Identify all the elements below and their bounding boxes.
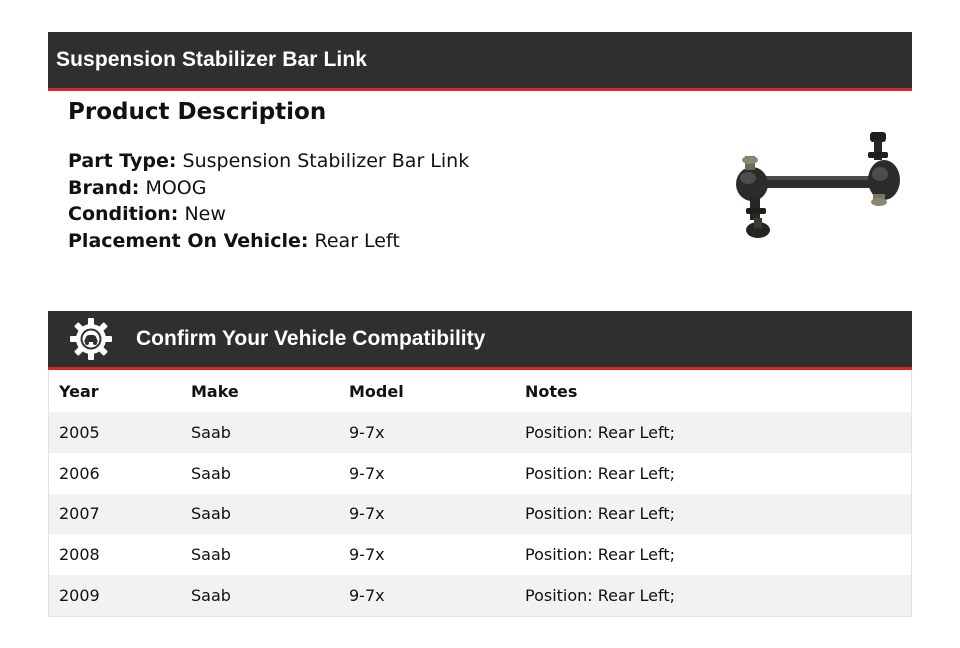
title-banner	[48, 32, 912, 91]
compatibility-table	[48, 370, 912, 617]
spec-key: Part Type:	[68, 150, 177, 172]
cell-notes: Position: Rear Left;	[525, 586, 675, 606]
banner-title: Suspension Stabilizer Bar Link	[56, 48, 368, 71]
spec-value: New	[184, 203, 226, 225]
product-heading: Product Description	[68, 99, 327, 125]
cell-year: 2007	[59, 504, 100, 524]
spec-list	[68, 148, 668, 254]
table-header-row	[49, 370, 911, 412]
cell-make: Saab	[191, 504, 231, 524]
gear-car-icon	[70, 318, 112, 360]
compatibility-banner	[48, 311, 912, 370]
column-header-make: Make	[191, 381, 239, 401]
product-image	[728, 126, 908, 246]
table-row	[49, 534, 911, 575]
cell-year: 2009	[59, 586, 100, 606]
table-row	[49, 412, 911, 453]
spec-brand	[68, 175, 668, 202]
cell-make: Saab	[191, 422, 231, 442]
table-row	[49, 494, 911, 535]
cell-year: 2005	[59, 422, 100, 442]
cell-make: Saab	[191, 545, 231, 565]
column-header-model: Model	[349, 381, 404, 401]
table-row	[49, 453, 911, 494]
spec-key: Condition:	[68, 203, 179, 225]
compatibility-title: Confirm Your Vehicle Compatibility	[136, 327, 486, 350]
spec-part-type	[68, 148, 668, 175]
cell-notes: Position: Rear Left;	[525, 422, 675, 442]
spec-value: Rear Left	[314, 229, 400, 252]
spec-placement	[68, 228, 668, 255]
column-header-notes: Notes	[525, 381, 578, 401]
cell-make: Saab	[191, 463, 231, 483]
cell-notes: Position: Rear Left;	[525, 545, 675, 565]
spec-key: Brand:	[68, 176, 140, 199]
column-header-year: Year	[59, 381, 99, 401]
cell-year: 2008	[59, 545, 100, 565]
spec-condition	[68, 201, 668, 228]
product-description	[68, 96, 668, 254]
spec-key: Placement On Vehicle:	[68, 229, 309, 252]
cell-make: Saab	[191, 586, 231, 606]
spec-value: MOOG	[145, 176, 207, 199]
cell-model: 9-7x	[349, 586, 385, 606]
spec-value: Suspension Stabilizer Bar Link	[182, 150, 470, 172]
cell-model: 9-7x	[349, 422, 385, 442]
cell-notes: Position: Rear Left;	[525, 504, 675, 524]
cell-notes: Position: Rear Left;	[525, 463, 675, 483]
cell-model: 9-7x	[349, 504, 385, 524]
cell-year: 2006	[59, 463, 100, 483]
cell-model: 9-7x	[349, 463, 385, 483]
table-row	[49, 575, 911, 616]
cell-model: 9-7x	[349, 545, 385, 565]
